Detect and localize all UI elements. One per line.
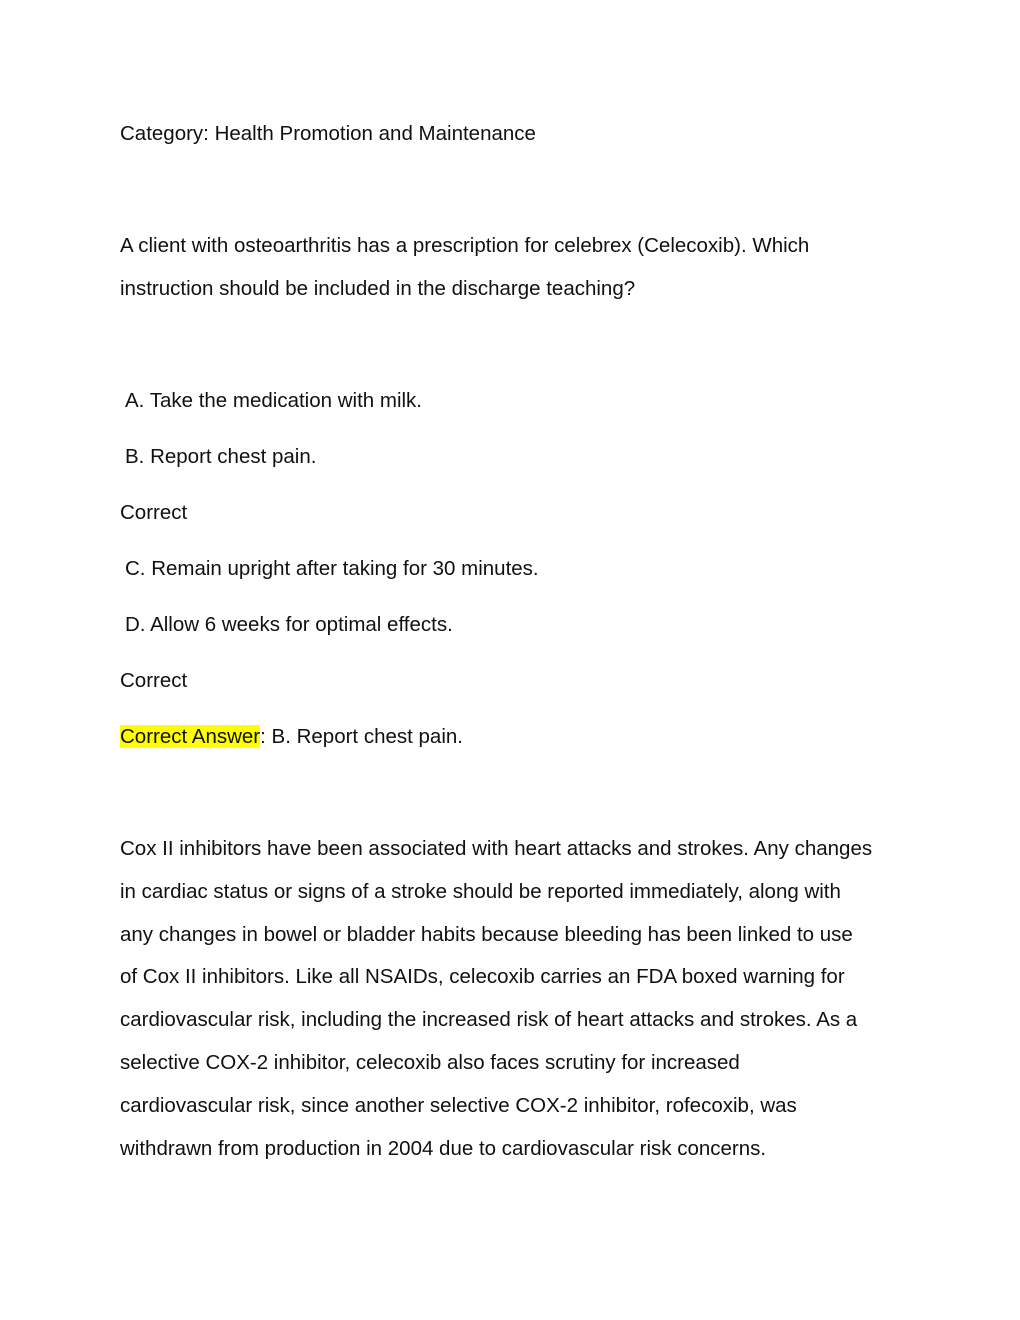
- question-line-2: instruction should be included in the discharge teaching?: [120, 277, 636, 300]
- category-heading: Category: Health Promotion and Maintenance: [120, 122, 536, 145]
- explanation-line: any changes in bowel or bladder habits because bleeding has been linked to use: [120, 922, 853, 946]
- correct-answer-value: : B. Report chest pain.: [260, 725, 463, 748]
- correct-answer-line: [120, 724, 463, 750]
- explanation-line: of Cox II inhibitors. Like all NSAIDs, celecoxib carries an FDA boxed warning for: [120, 965, 845, 989]
- explanation-line: cardiovascular risk, including the increased risk of heart attacks and strokes. As a: [120, 1008, 858, 1032]
- explanation-line: Cox II inhibitors have been associated with heart attacks and strokes. Any changes: [120, 837, 873, 860]
- correct-mark-d: Correct: [120, 669, 188, 692]
- explanation-paragraph: [120, 828, 910, 1170]
- explanation-line: cardiovascular risk, since another selective COX-2 inhibitor, rofecoxib, was: [120, 1093, 797, 1117]
- option-d: D. Allow 6 weeks for optimal effects.: [125, 613, 453, 636]
- explanation-line: withdrawn from production in 2004 due to cardiovascular risk concerns.: [120, 1136, 767, 1160]
- explanation-line: selective COX-2 inhibitor, celecoxib also faces scrutiny for increased: [120, 1050, 740, 1074]
- option-b: B. Report chest pain.: [125, 445, 317, 468]
- question-line-1: A client with osteoarthritis has a prescription for celebrex (Celecoxib). Which: [120, 234, 810, 257]
- correct-answer-label: Correct Answer: [120, 725, 261, 748]
- correct-mark-b: Correct: [120, 501, 188, 524]
- option-a: A. Take the medication with milk.: [125, 389, 422, 412]
- option-c: C. Remain upright after taking for 30 minutes.: [125, 557, 539, 580]
- explanation-line: in cardiac status or signs of a stroke should be reported immediately, along with: [120, 879, 841, 903]
